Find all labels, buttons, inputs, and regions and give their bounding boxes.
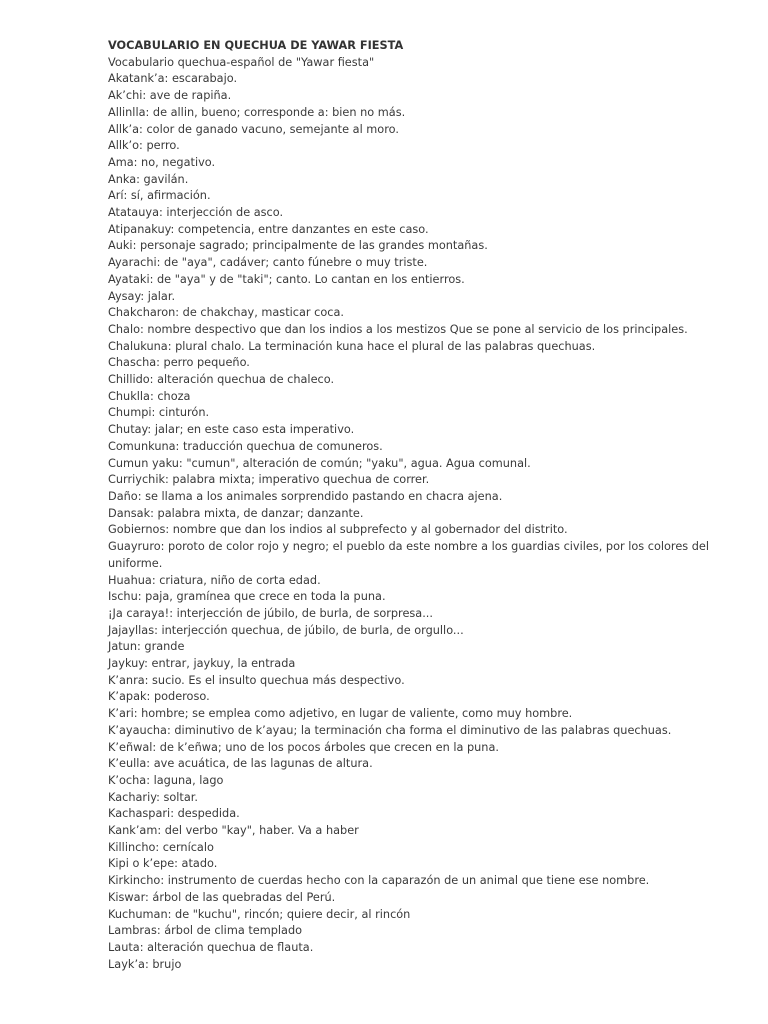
- document-title: VOCABULARIO EN QUECHUA DE YAWAR FIESTA: [108, 39, 404, 52]
- vocabulary-entry: Kachaspari: despedida.: [108, 807, 240, 821]
- vocabulary-entry: Jatun: grande: [108, 640, 185, 654]
- vocabulary-entry: Chutay: jalar; en este caso esta imperativo.: [108, 423, 355, 437]
- vocabulary-entry: Kiswar: árbol de las quebradas del Perú.: [108, 890, 336, 904]
- vocabulary-entry: Atatauya: interjección de asco.: [108, 206, 284, 220]
- document-body: [108, 38, 758, 973]
- vocabulary-entry: Chalukuna: plural chalo. La terminación kuna hace el plural de las palabras quechuas.: [108, 339, 596, 353]
- vocabulary-entry: Ama: no, negativo.: [108, 155, 216, 169]
- vocabulary-entry: Layk’a: brujo: [108, 957, 182, 971]
- vocabulary-entry: Curriychik: palabra mixta; imperativo quechua de correr.: [108, 473, 430, 487]
- vocabulary-entry: Huahua: criatura, niño de corta edad.: [108, 573, 321, 587]
- vocabulary-entry: Jajayllas: interjección quechua, de júbilo, de burla, de orgullo...: [108, 623, 464, 637]
- vocabulary-entry: Kipi o k’epe: atado.: [108, 857, 218, 871]
- vocabulary-entry: Ak’chi: ave de rapiña.: [108, 89, 232, 103]
- vocabulary-entry: Chakcharon: de chakchay, masticar coca.: [108, 306, 344, 320]
- vocabulary-entry: K’eñwal: de k’eñwa; uno de los pocos árboles que crecen en la puna.: [108, 740, 499, 754]
- vocabulary-entry: K’apak: poderoso.: [108, 690, 210, 704]
- vocabulary-entry: Akatank’a: escarabajo.: [108, 72, 238, 86]
- vocabulary-entry: Chalo: nombre despectivo que dan los indios a los mestizos Que se pone al servicio de los principales.: [108, 322, 688, 336]
- vocabulary-entry: Allinlla: de allin, bueno; corresponde a: bien no más.: [108, 105, 406, 119]
- vocabulary-entry: Kank’am: del verbo "kay", haber. Va a haber: [108, 824, 359, 838]
- vocabulary-entry: K’ayaucha: diminutivo de k’ayau; la terminación cha forma el diminutivo de las palabras quechuas.: [108, 723, 672, 737]
- vocabulary-entry: Arí: sí, afirmación.: [108, 189, 211, 203]
- vocabulary-entry: Anka: gavilán.: [108, 172, 189, 186]
- vocabulary-entry: ¡Ja caraya!: interjección de júbilo, de burla, de sorpresa...: [108, 606, 433, 620]
- vocabulary-entry: K’anra: sucio. Es el insulto quechua más despectivo.: [108, 673, 405, 687]
- vocabulary-entry: Auki: personaje sagrado; principalmente de las grandes montañas.: [108, 239, 488, 253]
- vocabulary-entry: Aysay: jalar.: [108, 289, 176, 303]
- vocabulary-entry: Killincho: cernícalo: [108, 840, 214, 854]
- vocabulary-entry: Ayataki: de "aya" y de "taki"; canto. Lo cantan en los entierros.: [108, 272, 465, 286]
- vocabulary-entry: Kachariy: soltar.: [108, 790, 198, 804]
- vocabulary-entry: K’eulla: ave acuática, de las lagunas de altura.: [108, 757, 373, 771]
- vocabulary-list: [108, 71, 758, 973]
- vocabulary-entry: Kuchuman: de "kuchu", rincón; quiere decir, al rincón: [108, 907, 411, 921]
- document-subtitle: Vocabulario quechua-español de "Yawar fiesta": [108, 55, 375, 69]
- vocabulary-entry: Ayarachi: de "aya", cadáver; canto fúnebre o muy triste.: [108, 256, 428, 270]
- vocabulary-entry: Dansak: palabra mixta, de danzar; danzante.: [108, 506, 364, 520]
- vocabulary-entry: Allk’a: color de ganado vacuno, semejante al moro.: [108, 122, 399, 136]
- vocabulary-entry: Guayruro: poroto de color rojo y negro; el pueblo da este nombre a los guardias civiles, por los colores del uniforme.: [108, 540, 710, 570]
- vocabulary-entry: Atipanakuy: competencia, entre danzantes en este caso.: [108, 222, 429, 236]
- vocabulary-entry: Chascha: perro pequeño.: [108, 356, 250, 370]
- vocabulary-entry: K’ocha: laguna, lago: [108, 773, 224, 787]
- vocabulary-entry: Gobiernos: nombre que dan los indios al subprefecto y al gobernador del distrito.: [108, 523, 568, 537]
- vocabulary-entry: Comunkuna: traducción quechua de comuneros.: [108, 439, 383, 453]
- vocabulary-entry: Daño: se llama a los animales sorprendido pastando en chacra ajena.: [108, 489, 503, 503]
- vocabulary-entry: Lambras: árbol de clima templado: [108, 924, 303, 938]
- vocabulary-entry: Ischu: paja, gramínea que crece en toda la puna.: [108, 590, 386, 604]
- vocabulary-entry: Cumun yaku: "cumun", alteración de común; "yaku", agua. Agua comunal.: [108, 456, 531, 470]
- vocabulary-entry: Jaykuy: entrar, jaykuy, la entrada: [108, 657, 296, 671]
- vocabulary-entry: Lauta: alteración quechua de flauta.: [108, 940, 314, 954]
- vocabulary-entry: Chuklla: choza: [108, 389, 191, 403]
- vocabulary-entry: Chumpi: cinturón.: [108, 406, 210, 420]
- vocabulary-entry: K’ari: hombre; se emplea como adjetivo, en lugar de valiente, como muy hombre.: [108, 707, 573, 721]
- vocabulary-entry: Allk’o: perro.: [108, 139, 180, 153]
- vocabulary-entry: Kirkincho: instrumento de cuerdas hecho con la caparazón de un animal que tiene ese nombre.: [108, 874, 650, 888]
- vocabulary-entry: Chillido: alteración quechua de chaleco.: [108, 373, 335, 387]
